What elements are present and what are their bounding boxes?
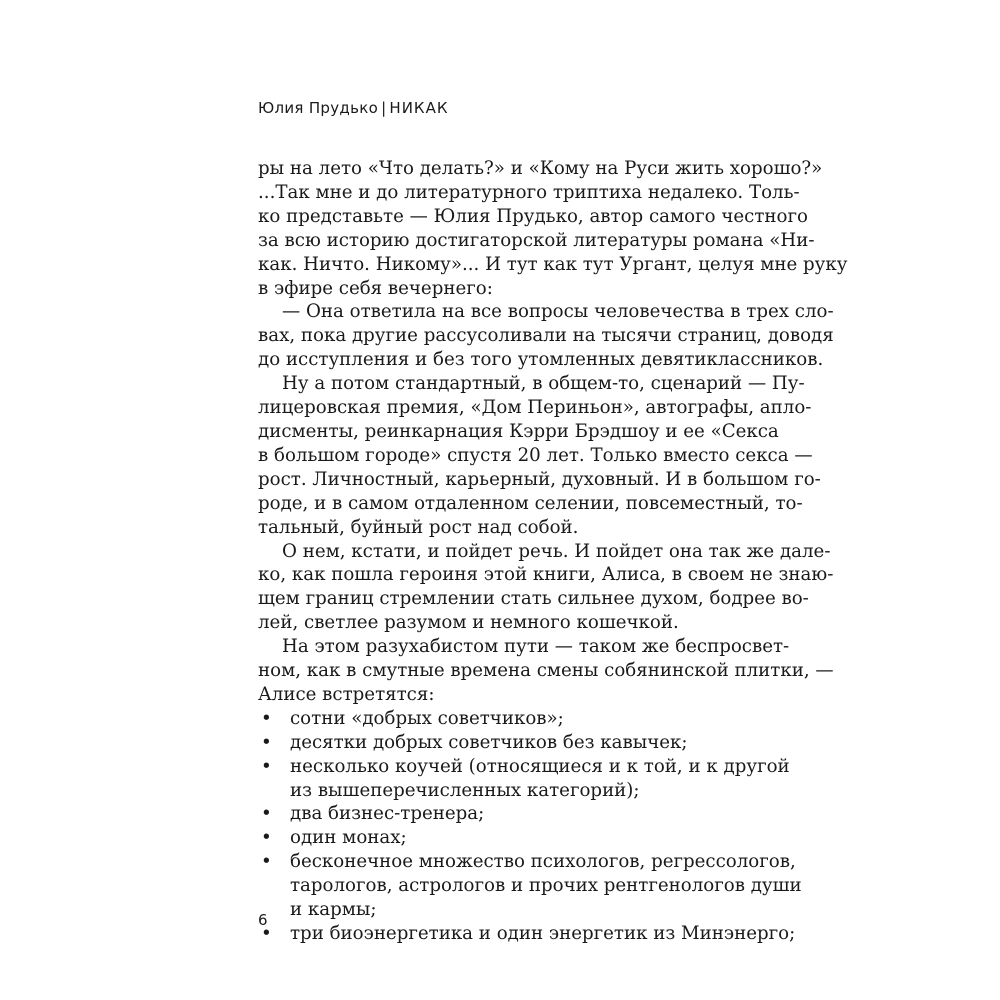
list-item-text: десятки добрых советчиков без кавычек; [290, 731, 688, 753]
text-line: О нем, кстати, и пойдет речь. И пойдет она так же дале- [282, 540, 831, 562]
book-title: НИКАК [389, 99, 449, 117]
list-item-text: три биоэнергетика и один энергетик из Минэнерго; [290, 923, 796, 944]
bullet-icon: • [261, 803, 272, 825]
bullet-icon: • [261, 707, 272, 729]
text-line: — Она ответила на все вопросы человечества в трех сло- [282, 301, 834, 323]
text-line: ном, как в смутные времена смены собянинской плитки, — [258, 660, 834, 682]
list-item [258, 707, 742, 731]
list-item [258, 922, 796, 946]
text-line: лей, светлее разумом и немного кошечкой. [258, 612, 679, 634]
text-line: за всю историю достигаторской литературы романа «Ни- [258, 229, 815, 251]
bullet-icon: • [261, 851, 272, 873]
header-separator: | [381, 99, 387, 117]
text-line: как. Ничто. Никому»... И тут как тут Ургант, целуя мне руку [258, 253, 848, 275]
text-line: дисменты, реинкарнация Кэрри Брэдшоу и ее «Секса [258, 420, 779, 442]
list-item [258, 802, 742, 826]
text-line: рост. Личностный, карьерный, духовный. И в большом го- [258, 468, 821, 490]
list-item-text: сотни «добрых советчиков»; [290, 707, 564, 729]
page-number: 6 [258, 911, 268, 929]
text-line: ...Так мне и до литературного триптиха недалеко. Толь- [258, 181, 800, 203]
bullet-icon: • [261, 923, 272, 944]
text-line: щем границ стремлении стать сильнее духом, бодрее во- [258, 588, 809, 610]
text-line: роде, и в самом отдаленном селении, повсеместный, то- [258, 492, 803, 514]
text-line: ко, как пошла героиня этой книги, Алиса, в своем не знаю- [258, 564, 834, 586]
text-line: Ну а потом стандартный, в общем-то, сценарий — Пу- [282, 373, 805, 395]
list-item-text: несколько коучей (относящиеся и к той, и к другой [290, 755, 790, 777]
list-item [258, 755, 790, 779]
list-item-text: два бизнес-тренера; [290, 803, 485, 825]
text-line: ко представьте — Юлия Прудько, автор самого честного [258, 205, 808, 227]
list-item-continuation: из вышеперечисленных категорий); [290, 779, 640, 801]
text-line: ры на лето «Что делать?» и «Кому на Руси жить хорошо?» [258, 158, 823, 179]
text-line: вах, пока другие рассусоливали на тысячи страниц, доводя [258, 325, 834, 347]
author-name: Юлия Прудько [258, 99, 379, 117]
list-item [258, 826, 742, 850]
text-line: Алисе встретятся: [258, 683, 435, 705]
list-item-continuation: тарологов, астрологов и прочих рентгенологов души [290, 875, 802, 897]
list-item [258, 731, 742, 755]
list-item-text: один монах; [290, 827, 407, 849]
bullet-icon: • [261, 731, 272, 753]
text-line: лицеровская премия, «Дом Периньон», автографы, апло- [258, 397, 812, 419]
text-line: На этом разухабистом пути — таком же беспросвет- [282, 636, 790, 658]
text-line: тальный, буйный рост над собой. [258, 516, 579, 538]
text-line: в большом городе» спустя 20 лет. Только вместо секса — [258, 444, 813, 466]
bullet-icon: • [261, 755, 272, 777]
running-head [258, 99, 448, 117]
list-item [258, 850, 796, 874]
list-item-continuation: и кармы; [290, 899, 377, 921]
text-line: до исступления и без того утомленных девятиклассников. [258, 349, 824, 371]
list-item-text: бесконечное множество психологов, регрессологов, [290, 851, 796, 873]
bullet-icon: • [261, 827, 272, 849]
body-text [258, 157, 848, 946]
text-line: в эфире себя вечернего: [258, 277, 493, 299]
